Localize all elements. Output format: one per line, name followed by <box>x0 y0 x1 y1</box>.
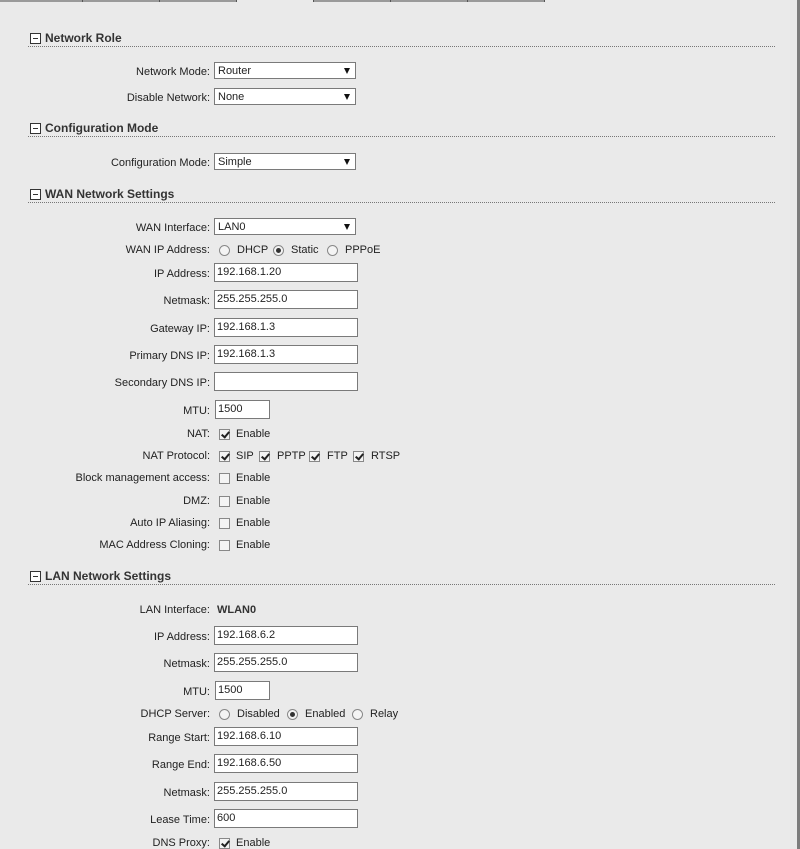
wan-static-radio[interactable] <box>273 245 284 256</box>
dhcp-netmask-label: Netmask: <box>163 787 210 799</box>
dhcp-disabled-radio[interactable] <box>219 709 230 720</box>
lan-interface-label: LAN Interface: <box>139 604 210 616</box>
configuration-mode-select[interactable] <box>214 153 356 170</box>
dropdown-arrow-icon <box>344 94 350 100</box>
network-mode-select[interactable] <box>214 62 356 79</box>
tab-3[interactable] <box>160 0 237 2</box>
nat-ftp-checkbox[interactable] <box>309 451 320 462</box>
nat-enable-text: Enable <box>236 428 271 440</box>
dhcp-relay-radio[interactable] <box>352 709 363 720</box>
gateway-ip-input[interactable]: 192.168.1.3 <box>214 318 358 337</box>
dmz-label: DMZ: <box>183 495 210 507</box>
tab-2[interactable] <box>83 0 160 2</box>
nat-pptp-checkbox[interactable] <box>259 451 270 462</box>
lan-mtu-label: MTU: <box>183 686 210 698</box>
tab-4-active[interactable] <box>237 0 314 2</box>
lan-interface-value: WLAN0 <box>217 604 257 616</box>
wan-dhcp-radio[interactable] <box>219 245 230 256</box>
section-divider <box>28 584 775 585</box>
disable-network-value: None <box>218 91 245 103</box>
wan-ip-mode-label: WAN IP Address: <box>125 244 210 256</box>
wan-ip-address-label: IP Address: <box>153 268 210 280</box>
lan-ip-address-input[interactable]: 192.168.6.2 <box>214 626 358 645</box>
wan-mtu-input[interactable]: 1500 <box>215 400 270 419</box>
dns-proxy-enable-text: Enable <box>236 837 271 849</box>
nat-sip-checkbox[interactable] <box>219 451 230 462</box>
dhcp-disabled-option: Disabled <box>237 708 280 720</box>
collapse-icon[interactable] <box>30 123 41 134</box>
configuration-mode-label: Configuration Mode: <box>110 157 210 169</box>
wan-pppoe-option: PPPoE <box>345 244 381 256</box>
tab-strip <box>0 0 800 3</box>
mac-cloning-enable-text: Enable <box>236 539 271 551</box>
network-mode-label: Network Mode: <box>136 66 210 78</box>
dhcp-netmask-input[interactable]: 255.255.255.0 <box>214 782 358 801</box>
gateway-ip-label: Gateway IP: <box>150 323 210 335</box>
dns-proxy-checkbox[interactable] <box>219 838 230 849</box>
section-title: LAN Network Settings <box>45 569 172 583</box>
block-mgmt-checkbox[interactable] <box>219 473 230 484</box>
primary-dns-input[interactable]: 192.168.1.3 <box>214 345 358 364</box>
block-mgmt-enable-text: Enable <box>236 472 271 484</box>
tab-7[interactable] <box>468 0 545 2</box>
lan-netmask-label: Netmask: <box>163 658 210 670</box>
tab-5[interactable] <box>314 0 391 2</box>
dhcp-server-label: DHCP Server: <box>140 708 210 720</box>
wan-mtu-label: MTU: <box>183 405 210 417</box>
secondary-dns-label: Secondary DNS IP: <box>114 377 210 389</box>
collapse-icon[interactable] <box>30 571 41 582</box>
collapse-icon[interactable] <box>30 189 41 200</box>
range-start-input[interactable]: 192.168.6.10 <box>214 727 358 746</box>
lease-time-input[interactable]: 600 <box>214 809 358 828</box>
section-title: WAN Network Settings <box>45 187 175 201</box>
wan-interface-value: LAN0 <box>218 221 246 233</box>
secondary-dns-input[interactable] <box>214 372 358 391</box>
network-mode-value: Router <box>218 65 252 77</box>
lan-ip-address-label: IP Address: <box>153 631 210 643</box>
mac-cloning-checkbox[interactable] <box>219 540 230 551</box>
nat-rtsp-text: RTSP <box>371 450 401 462</box>
dhcp-enabled-option: Enabled <box>305 708 346 720</box>
section-title: Network Role <box>45 31 122 45</box>
dhcp-enabled-radio[interactable] <box>287 709 298 720</box>
wan-interface-label: WAN Interface: <box>135 222 210 234</box>
disable-network-label: Disable Network: <box>126 92 210 104</box>
configuration-mode-value: Simple <box>218 156 252 168</box>
nat-checkbox[interactable] <box>219 429 230 440</box>
nat-ftp-text: FTP <box>327 450 348 462</box>
nat-protocol-label: NAT Protocol: <box>142 450 210 462</box>
mac-cloning-label: MAC Address Cloning: <box>99 539 210 551</box>
range-end-label: Range End: <box>151 759 210 771</box>
section-title: Configuration Mode <box>45 121 159 135</box>
dropdown-arrow-icon <box>344 224 350 230</box>
wan-interface-select[interactable] <box>214 218 356 235</box>
dmz-enable-text: Enable <box>236 495 271 507</box>
range-end-input[interactable]: 192.168.6.50 <box>214 754 358 773</box>
wan-netmask-input[interactable]: 255.255.255.0 <box>214 290 358 309</box>
lease-time-label: Lease Time: <box>150 814 210 826</box>
wan-netmask-label: Netmask: <box>163 295 210 307</box>
wan-static-option: Static <box>291 244 319 256</box>
tab-1[interactable] <box>0 0 83 2</box>
auto-ip-aliasing-enable-text: Enable <box>236 517 271 529</box>
dropdown-arrow-icon <box>344 68 350 74</box>
wan-ip-address-input[interactable]: 192.168.1.20 <box>214 263 358 282</box>
block-mgmt-label: Block management access: <box>75 472 210 484</box>
section-divider <box>28 202 775 203</box>
lan-mtu-input[interactable]: 1500 <box>215 681 270 700</box>
nat-pptp-text: PPTP <box>277 450 306 462</box>
lan-netmask-input[interactable]: 255.255.255.0 <box>214 653 358 672</box>
section-divider <box>28 136 775 137</box>
collapse-icon[interactable] <box>30 33 41 44</box>
dropdown-arrow-icon <box>344 159 350 165</box>
dhcp-relay-option: Relay <box>370 708 399 720</box>
tab-6[interactable] <box>391 0 468 2</box>
nat-sip-text: SIP <box>236 450 254 462</box>
auto-ip-aliasing-checkbox[interactable] <box>219 518 230 529</box>
primary-dns-label: Primary DNS IP: <box>129 350 210 362</box>
wan-dhcp-option: DHCP <box>237 244 269 256</box>
section-divider <box>28 46 775 47</box>
wan-pppoe-radio[interactable] <box>327 245 338 256</box>
nat-rtsp-checkbox[interactable] <box>353 451 364 462</box>
disable-network-select[interactable] <box>214 88 356 105</box>
auto-ip-aliasing-label: Auto IP Aliasing: <box>130 517 210 529</box>
nat-label: NAT: <box>186 428 210 440</box>
dmz-checkbox[interactable] <box>219 496 230 507</box>
dns-proxy-label: DNS Proxy: <box>152 837 210 849</box>
range-start-label: Range Start: <box>148 732 210 744</box>
